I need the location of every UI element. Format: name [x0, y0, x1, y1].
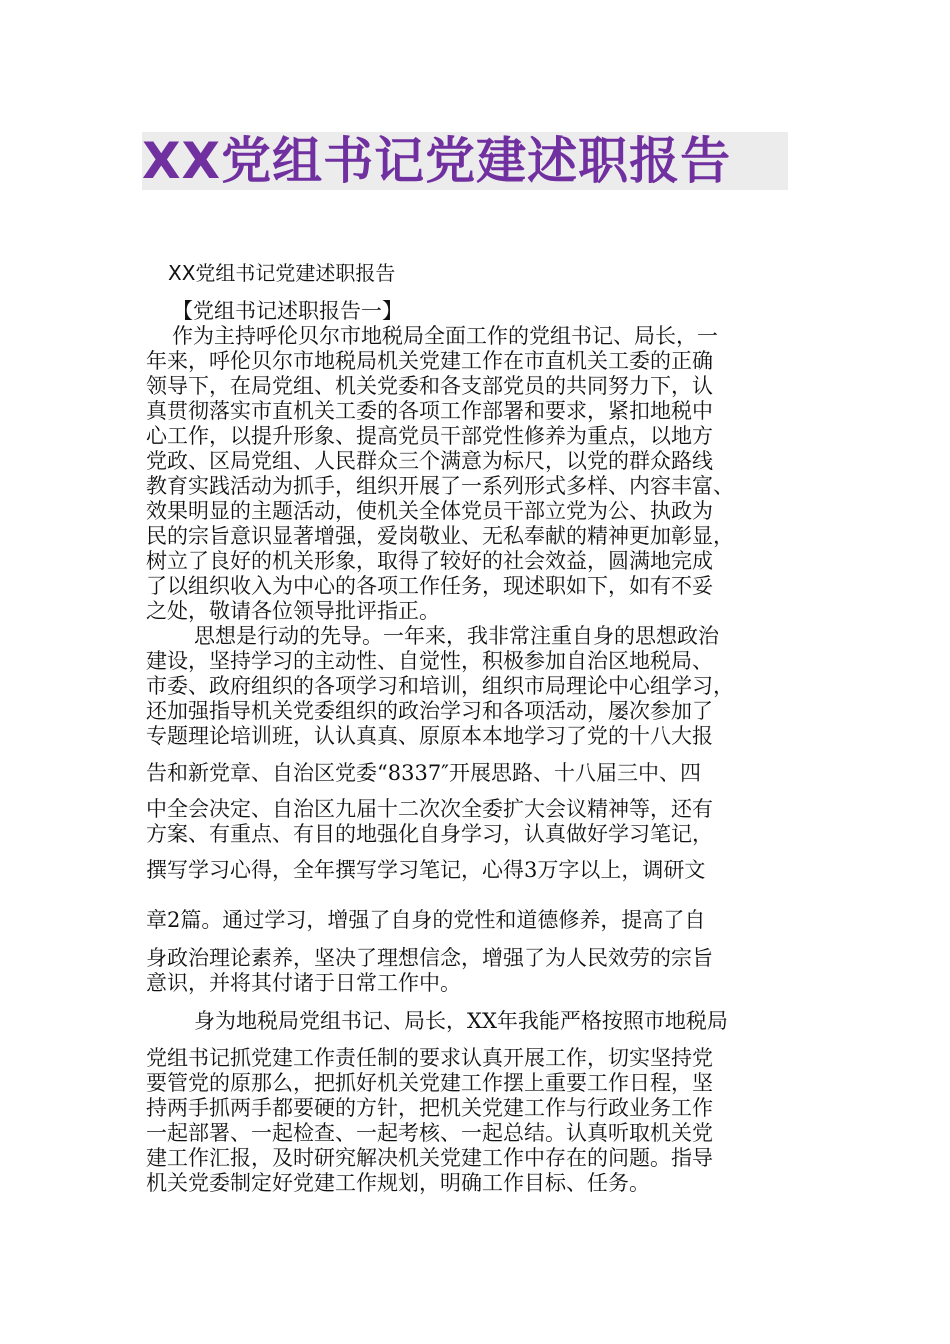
section-heading: 【党组书记述职报告一】 — [172, 299, 403, 323]
body-line: 身为地税局党组书记、局长，XX年我能严格按照市地税局 — [194, 1009, 728, 1033]
body-line: 心工作，以提升形象、提高党员干部党性修养为重点，以地方 — [146, 424, 713, 448]
body-line: 了以组织收入为中心的各项工作任务，现述职如下，如有不妥 — [146, 574, 713, 598]
body-line: 意识，并将其付诸于日常工作中。 — [146, 971, 461, 995]
body-line: 效果明显的主题活动，使机关全体党员干部立党为公、执政为 — [146, 499, 713, 523]
body-line: 建工作汇报，及时研究解决机关党建工作中存在的问题。指导 — [146, 1146, 713, 1170]
document-subtitle: XX党组书记党建述职报告 — [168, 261, 396, 285]
body-line: 一起部署、一起检查、一起考核、一起总结。认真听取机关党 — [146, 1121, 713, 1145]
body-line: 还加强指导机关党委组织的政治学习和各项活动，屡次参加了 — [146, 699, 713, 723]
body-line: 作为主持呼伦贝尔市地税局全面工作的党组书记、局长，一 — [172, 324, 718, 348]
body-line: 身政治理论素养，坚决了理想信念，增强了为人民效劳的宗旨 — [146, 946, 713, 970]
body-line: 中全会决定、自治区九届十二次次全委扩大会议精神等，还有 — [146, 797, 713, 821]
body-line: 民的宗旨意识显著增强，爱岗敬业、无私奉献的精神更加彰显， — [146, 524, 734, 548]
body-line: 党政、区局党组、人民群众三个满意为标尺，以党的群众路线 — [146, 449, 713, 473]
body-line: 之处，敬请各位领导批评指正。 — [146, 599, 440, 623]
body-line: 领导下，在局党组、机关党委和各支部党员的共同努力下，认 — [146, 374, 713, 398]
body-line: 思想是行动的先导。一年来，我非常注重自身的思想政治 — [194, 624, 719, 648]
body-line: 机关党委制定好党建工作规划，明确工作目标、任务。 — [146, 1171, 650, 1195]
body-line: 树立了良好的机关形象，取得了较好的社会效益，圆满地完成 — [146, 549, 713, 573]
body-line: 专题理论培训班，认认真真、原原本本地学习了党的十八大报 — [146, 724, 713, 748]
body-line: 方案、有重点、有目的地强化自身学习，认真做好学习笔记， — [146, 822, 713, 846]
body-line: 撰写学习心得，全年撰写学习笔记，心得3万字以上，调研文 — [146, 858, 706, 882]
title-highlight — [142, 132, 788, 190]
body-line: 持两手抓两手都要硬的方针，把机关党建工作与行政业务工作 — [146, 1096, 713, 1120]
body-line: 市委、政府组织的各项学习和培训，组织市局理论中心组学习， — [146, 674, 734, 698]
body-line: 建设，坚持学习的主动性、自觉性，积极参加自治区地税局、 — [146, 649, 713, 673]
document-title: XX党组书记党建述职报告 — [142, 132, 732, 190]
body-line: 要管党的原那么，把抓好机关党建工作摆上重要工作日程，坚 — [146, 1071, 713, 1095]
body-line: 教育实践活动为抓手，组织开展了一系列形式多样、内容丰富、 — [146, 474, 734, 498]
body-line: 党组书记抓党建工作责任制的要求认真开展工作，切实坚持党 — [146, 1046, 713, 1070]
body-line: 年来，呼伦贝尔市地税局机关党建工作在市直机关工委的正确 — [146, 349, 713, 373]
body-line: 真贯彻落实市直机关工委的各项工作部署和要求，紧扣地税中 — [146, 399, 713, 423]
body-line: 告和新党章、自治区党委“8337″开展思路、十八届三中、四 — [146, 761, 702, 785]
body-line: 章2篇。通过学习，增强了自身的党性和道德修养，提高了自 — [146, 908, 706, 932]
